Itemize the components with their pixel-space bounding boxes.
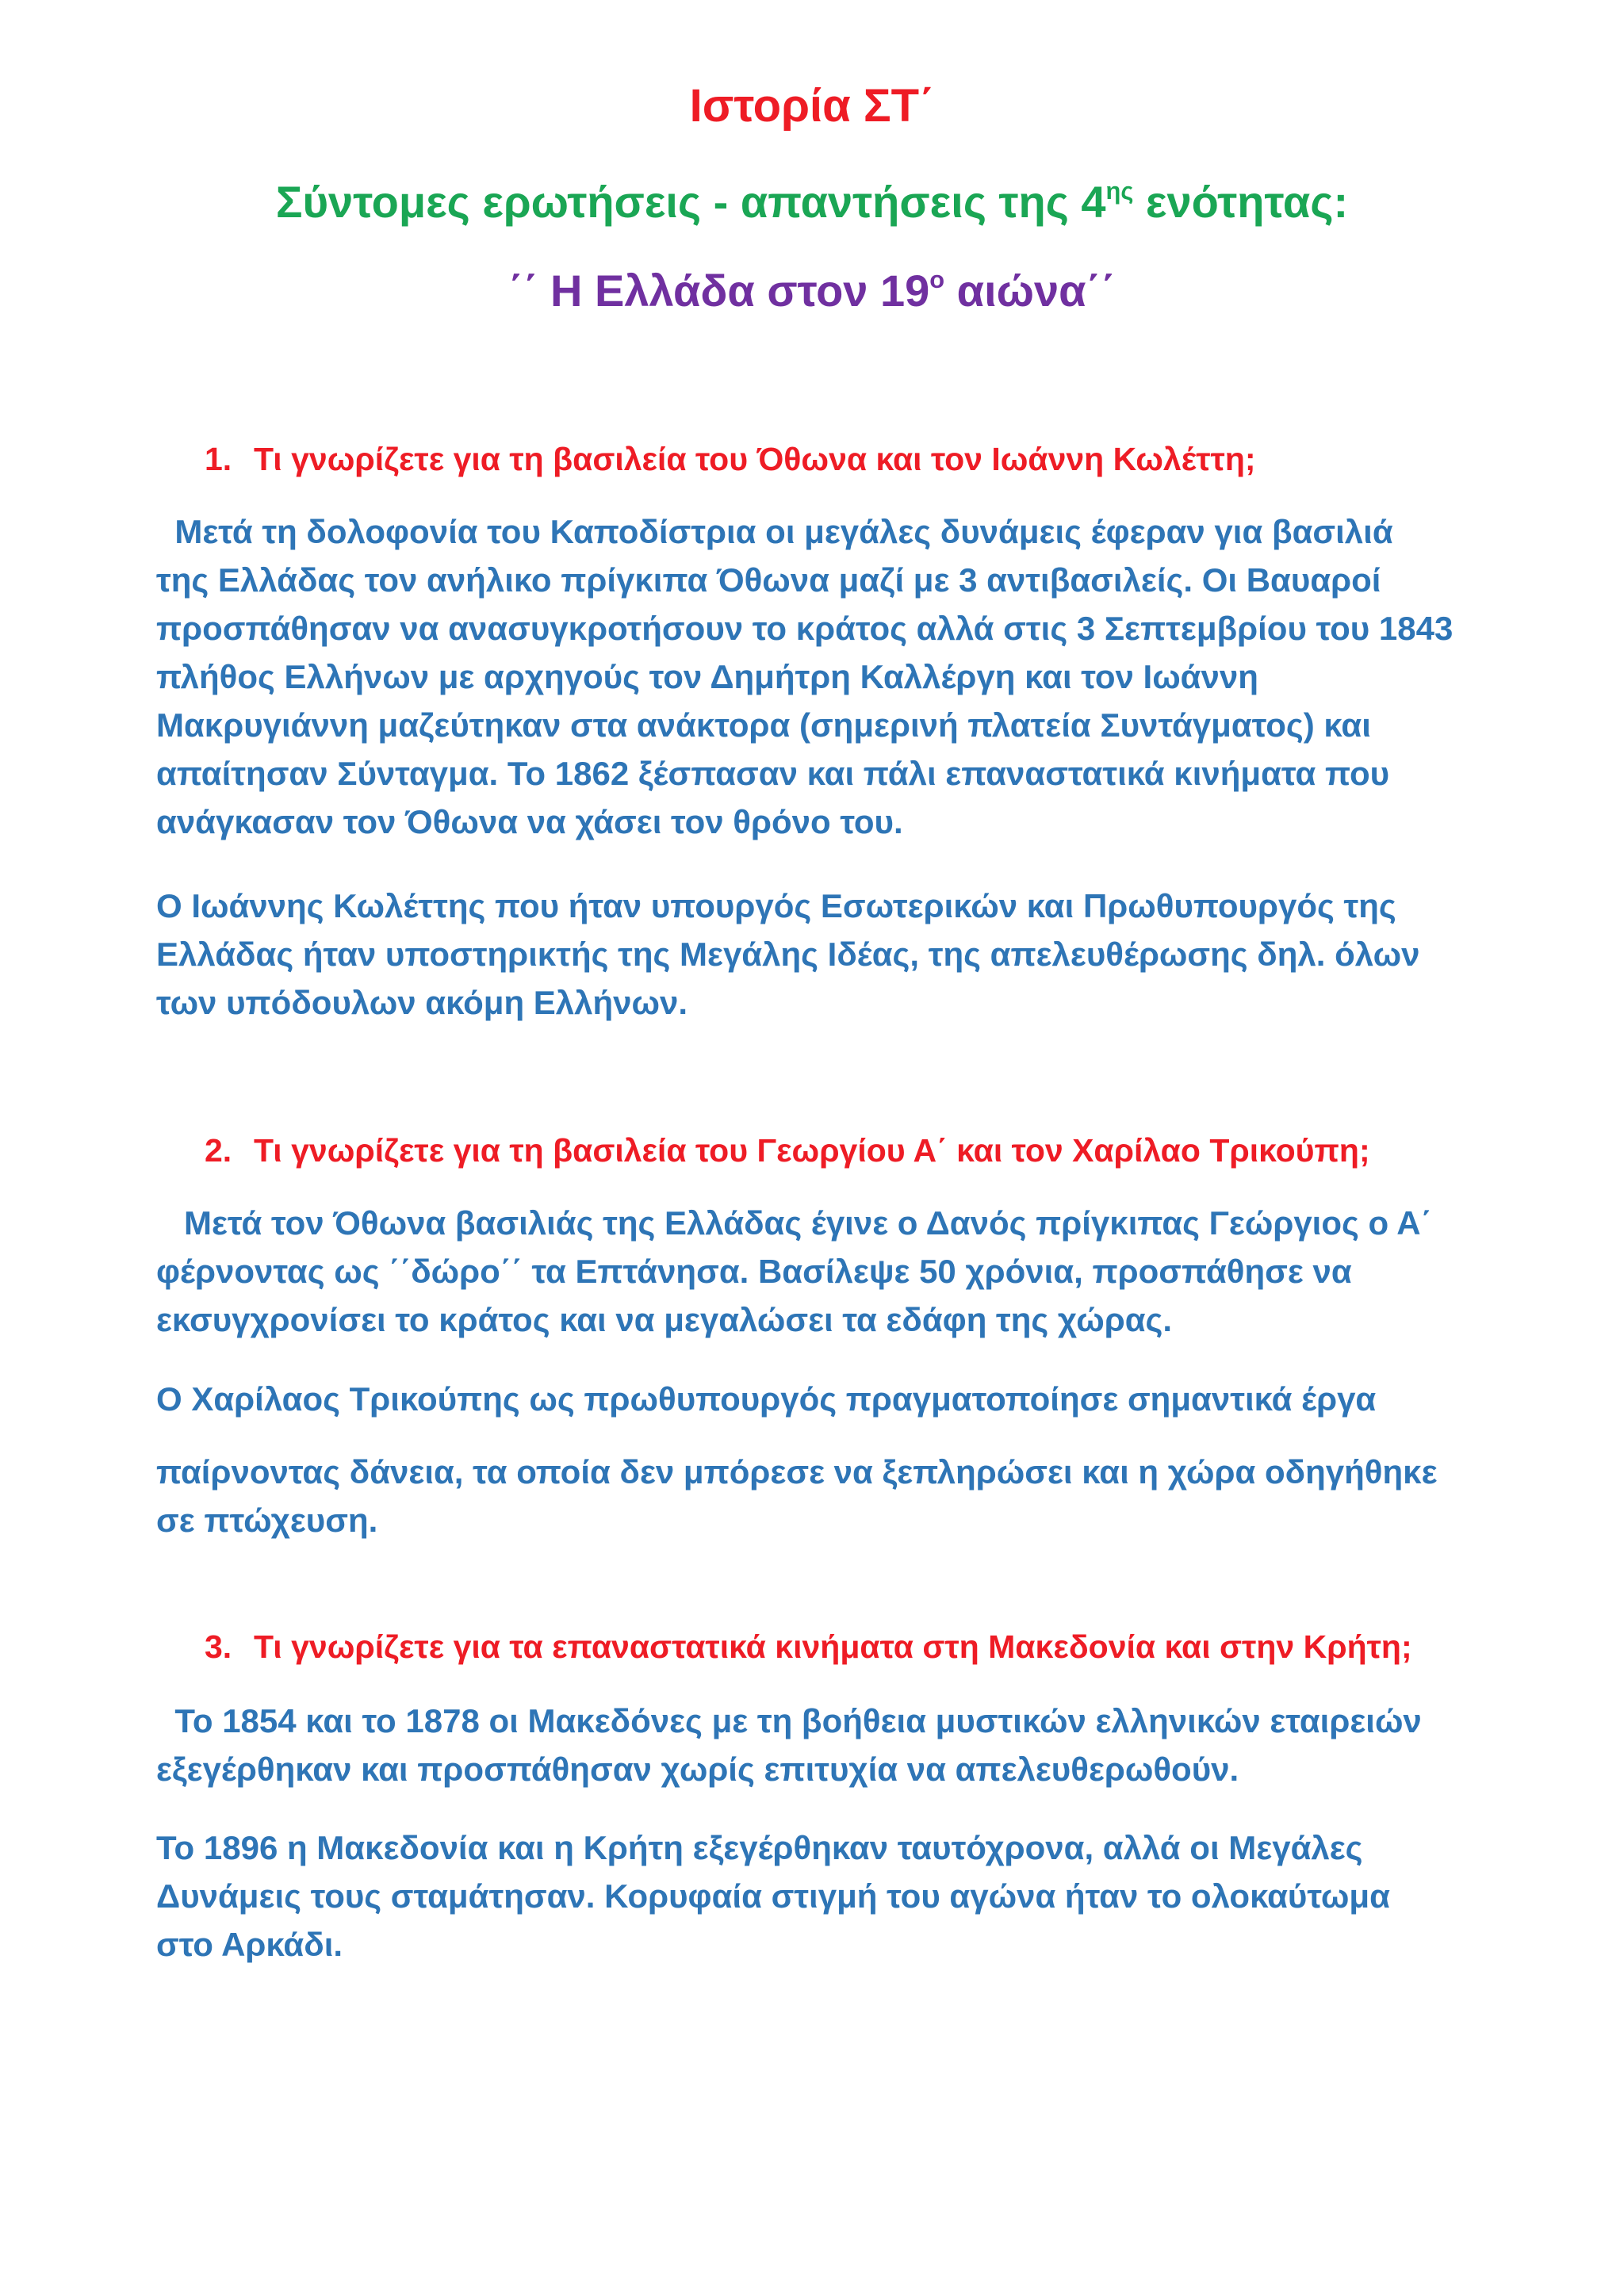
answer-line: εξεγέρθηκαν και προσπάθησαν χωρίς επιτυχία να απελευθερωθούν. — [156, 1751, 1239, 1788]
question-number: 2. — [205, 1132, 232, 1169]
answer-line: Μετά τον Όθωνα βασιλιάς της Ελλάδας έγινε ο Δανός πρίγκιπας Γεώργιος ο Α΄ — [156, 1204, 1432, 1242]
question-text: Τι γνωρίζετε για τα επαναστατικά κινήματα στη Μακεδονία και στην Κρήτη; — [254, 1628, 1412, 1665]
answer-line: εκσυγχρονίσει το κράτος και να μεγαλώσει τα εδάφη της χώρας. — [156, 1301, 1173, 1338]
answer-line: Το 1896 η Μακεδονία και η Κρήτη εξεγέρθηκαν ταυτόχρονα, αλλά οι Μεγάλες — [156, 1829, 1363, 1866]
document-title — [0, 79, 1624, 132]
answer-line: απαίτησαν Σύνταγμα. Το 1862 ξέσπασαν και πάλι επαναστατικά κινήματα που — [156, 755, 1390, 792]
answer-line: Ο Ιωάννης Κωλέττης που ήταν υπουργός Εσωτερικών και Πρωθυπουργός της — [156, 887, 1396, 924]
answer-line: φέρνοντας ως ΄΄δώρο΄΄ τα Επτάνησα. Βασίλεψε 50 χρόνια, προσπάθησε να — [156, 1253, 1352, 1290]
document-subtitle — [0, 176, 1624, 228]
answer-3-paragraph-2 — [156, 1823, 1504, 1969]
answer-line: προσπάθησαν να ανασυγκροτήσουν το κράτος αλλά στις 3 Σεπτεμβρίου του 1843 — [156, 610, 1454, 647]
answer-line: των υπόδουλων ακόμη Ελλήνων. — [156, 984, 688, 1021]
question-1 — [205, 441, 1256, 478]
answer-2-paragraph-3 — [156, 1448, 1504, 1544]
answer-line: Δυνάμεις τους σταμάτησαν. Κορυφαία στιγμή του αγώνα ήταν το ολοκαύτωμα — [156, 1877, 1390, 1915]
answer-line: πλήθος Ελλήνων με αρχηγούς τον Δημήτρη Καλλέργη και τον Ιωάννη — [156, 658, 1258, 695]
question-2 — [205, 1132, 1370, 1169]
answer-1-paragraph-2 — [156, 882, 1504, 1027]
document-subject — [0, 265, 1624, 316]
answer-line: Μακρυγιάννη μαζεύτηκαν στα ανάκτορα (σημερινή πλατεία Συντάγματος) και — [156, 706, 1371, 744]
subtitle-text-end: ενότητας: — [1133, 177, 1349, 227]
answer-line: Το 1854 και το 1878 οι Μακεδόνες με τη βοήθεια μυστικών ελληνικών εταιρειών — [156, 1702, 1422, 1739]
answer-line: Ελλάδας ήταν υποστηρικτής της Μεγάλης Ιδέας, της απελευθέρωσης δηλ. όλων — [156, 936, 1420, 973]
question-text: Τι γνωρίζετε για τη βασιλεία του Όθωνα και τον Ιωάννη Κωλέττη; — [254, 441, 1256, 477]
question-3 — [205, 1628, 1412, 1666]
answer-line: παίρνοντας δάνεια, τα οποία δεν μπόρεσε να ξεπληρώσει και η χώρα οδηγήθηκε — [156, 1453, 1438, 1490]
answer-2-paragraph-1 — [156, 1199, 1504, 1344]
answer-line: στο Αρκάδι. — [156, 1926, 343, 1963]
subject-text-start: ΄΄ Η Ελλάδα στον 19 — [508, 266, 930, 316]
answer-line: Μετά τη δολοφονία του Καποδίστρια οι μεγάλες δυνάμεις έφεραν για βασιλιά — [156, 513, 1393, 550]
question-text: Τι γνωρίζετε για τη βασιλεία του Γεωργίου Α΄ και τον Χαρίλαο Τρικούπη; — [254, 1132, 1370, 1169]
answer-line: σε πτώχευση. — [156, 1502, 378, 1539]
answer-1-paragraph-1 — [156, 507, 1504, 846]
answer-3-paragraph-1 — [156, 1697, 1504, 1793]
answer-line: Ο Χαρίλαος Τρικούπης ως πρωθυπουργός πραγματοποίησε σημαντικά έργα — [156, 1380, 1377, 1418]
question-number: 3. — [205, 1628, 232, 1665]
answer-line: της Ελλάδας τον ανήλικο πρίγκιπα Όθωνα μαζί με 3 αντιβασιλείς. Οι Βαυαροί — [156, 561, 1381, 599]
answer-line: ανάγκασαν τον Όθωνα να χάσει τον θρόνο του. — [156, 803, 903, 840]
subject-superscript: ο — [929, 265, 945, 293]
subtitle-text-start: Σύντομες ερωτήσεις - απαντήσεις της 4 — [275, 177, 1106, 227]
subject-text-end: αιώνα΄΄ — [944, 266, 1116, 316]
question-number: 1. — [205, 441, 232, 477]
answer-2-paragraph-2 — [156, 1375, 1504, 1423]
subtitle-superscript: ης — [1105, 176, 1134, 205]
document-title-text: Ιστορία ΣΤ΄ — [689, 80, 935, 132]
